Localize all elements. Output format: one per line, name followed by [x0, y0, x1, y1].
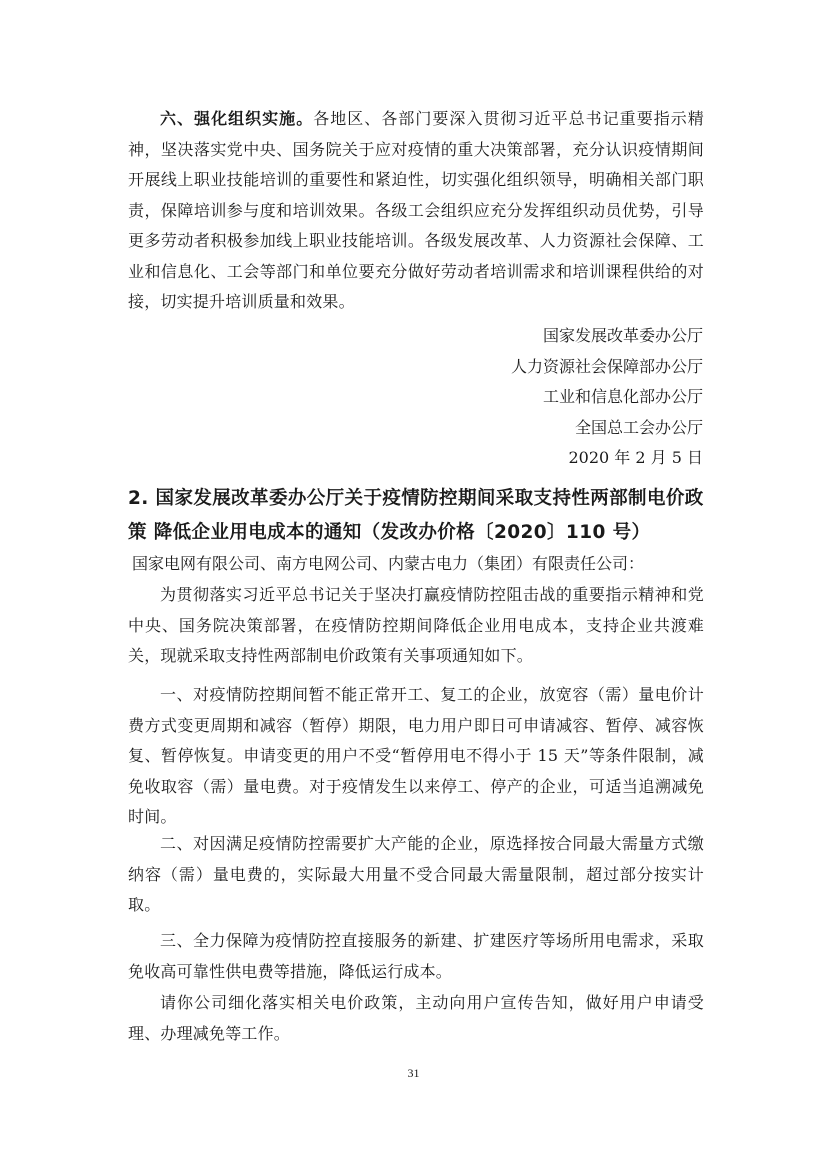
signatory-miit: 工业和信息化部办公厅	[542, 387, 703, 406]
notice-item-one: 一、对疫情防控期间暂不能正常开工、复工的企业，放宽容（需）量电价计费方式变更周期和减容（暂停）期限，电力用户即日可申请减容、暂停、减容恢复、暂停恢复。申请变更的用户不受“暂停用电不得小于 15 天”等条件限制，减免收取容（需）量电费。对于疫情发生以来停工、停产的企业，可适当追溯减免时间。	[128, 685, 704, 826]
notice-addressee: 国家电网有限公司、南方电网公司、内蒙古电力（集团）有限责任公司：	[132, 554, 645, 573]
signature-date: 2020 年 2 月 5 日	[568, 448, 703, 467]
section-six-text: 各地区、各部门要深入贯彻习近平总书记重要指示精神，坚决落实党中央、国务院关于应对疫情的重大决策部署，充分认识疫情期间开展线上职业技能培训的重要性和紧迫性，切实强化组织领导，明确相关部门职责，保障培训参与度和培训效果。各级工会组织应充分发挥组织动员优势，引导更多劳动者积极参加线上职业技能培训。各级发展改革、人力资源社会保障、工业和信息化、工会等部门和单位要充分做好劳动者培训需求和培训课程供给的对接，切实提升培训质量和效果。	[128, 109, 704, 311]
signature-block	[511, 321, 703, 474]
section-six-paragraph	[128, 104, 704, 318]
signatory-mohrss: 人力资源社会保障部办公厅	[510, 356, 703, 376]
notice-heading: 2. 国家发展改革委办公厅关于疫情防控期间采取支持性两部制电价政策 降低企业用电成本的通知（发改办价格〔2020〕110 号）	[128, 488, 704, 543]
notice-closing-paragraph: 请你公司细化落实相关电价政策，主动向用户宣传告知，做好用户申请受理、办理减免等工作。	[128, 993, 704, 1043]
signatory-ndrc: 国家发展改革委办公厅	[542, 326, 703, 345]
notice-item-two: 二、对因满足疫情防控需要扩大产能的企业，原选择按合同最大需量方式缴纳容（需）量电费的，实际最大用量不受合同最大需量限制，超过部分按实计取。	[128, 834, 704, 914]
notice-item-three: 三、全力保障为疫情防控直接服务的新建、扩建医疗等场所用电需求，采取免收高可靠性供电费等措施，降低运行成本。	[128, 931, 704, 981]
notice-intro-paragraph: 为贯彻落实习近平总书记关于坚决打赢疫情防控阻击战的重要指示精神和党中央、国务院决策部署，在疫情防控期间降低企业用电成本，支持企业共渡难关，现就采取支持性两部制电价政策有关事项通知如下。	[128, 585, 704, 665]
section-six-lead: 六、强化组织实施。	[160, 109, 314, 128]
signatory-acftu: 全国总工会办公厅	[574, 417, 703, 437]
page-number: 31	[407, 1066, 420, 1080]
